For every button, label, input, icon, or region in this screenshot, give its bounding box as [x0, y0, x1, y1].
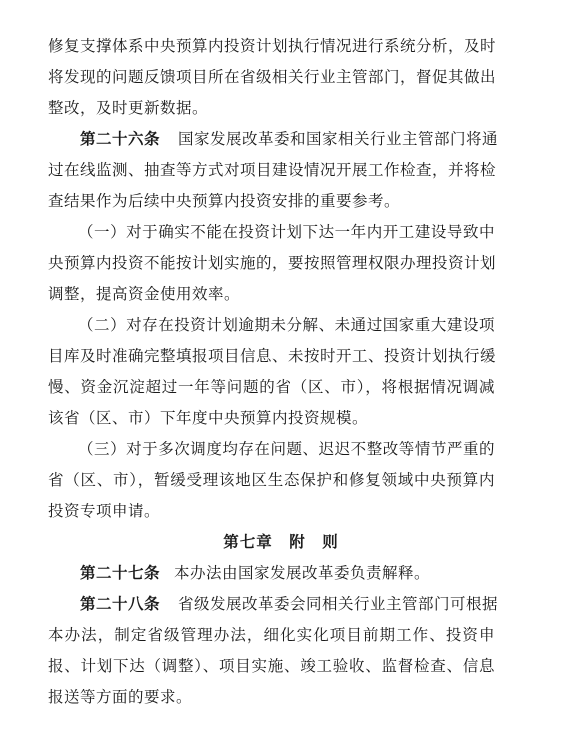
- text-line: 调整，提高资金使用效率。: [48, 285, 241, 303]
- text-line: 投资专项申请。: [48, 502, 161, 520]
- text-line: （一）对于确实不能在投资计划下达一年内开工建设导致中: [78, 223, 495, 241]
- text-line: 查结果作为后续中央预算内投资安排的重要参考。: [48, 192, 401, 210]
- text-line: 修复支撑体系中央预算内投资计划执行情况进行系统分析，及时: [48, 37, 497, 55]
- article-number: 第二十六条: [80, 129, 161, 148]
- article-line: [80, 594, 498, 614]
- text-line: 央预算内投资不能按计划实施的，要按照管理权限办理投资计划: [48, 254, 497, 272]
- chapter-heading: 第七章 附 则: [223, 532, 339, 551]
- article-line: [80, 563, 430, 583]
- text-line: 该省（区、市）下年度中央预算内投资规模。: [48, 409, 369, 427]
- text-line: 本办法，制定省级管理办法，细化实化项目前期工作、投资申: [48, 626, 495, 644]
- text-line: （二）对存在投资计划逾期未分解、未通过国家重大建设项: [78, 316, 495, 334]
- text-line: 整改，及时更新数据。: [48, 99, 209, 117]
- text-line: 报送等方面的要求。: [48, 688, 193, 706]
- article-line: [80, 129, 498, 149]
- text-line: 将发现的问题反馈项目所在省级相关行业主管部门，督促其做出: [48, 68, 497, 86]
- article-text: 本办法由国家发展改革委负责解释。: [174, 564, 431, 582]
- article-text: 国家发展改革委和国家相关行业主管部门将通: [178, 130, 499, 148]
- article-number: 第二十八条: [80, 594, 161, 613]
- text-line: （三）对于多次调度均存在问题、迟迟不整改等情节严重的: [78, 440, 495, 458]
- text-line: 过在线监测、抽查等方式对项目建设情况开展工作检查，并将检: [48, 161, 497, 179]
- article-number: 第二十七条: [80, 563, 161, 582]
- text-line: 报、计划下达（调整）、项目实施、竣工验收、监督检查、信息: [48, 657, 495, 675]
- text-line: 慢、资金沉淀超过一年等问题的省（区、市），将根据情况调减: [48, 378, 495, 396]
- text-line: 省（区、市），暂缓受理该地区生态保护和修复领域中央预算内: [48, 471, 495, 489]
- article-text: 省级发展改革委会同相关行业主管部门可根据: [178, 595, 499, 613]
- text-line: 目库及时准确完整填报项目信息、未按时开工、投资计划执行缓: [48, 347, 497, 365]
